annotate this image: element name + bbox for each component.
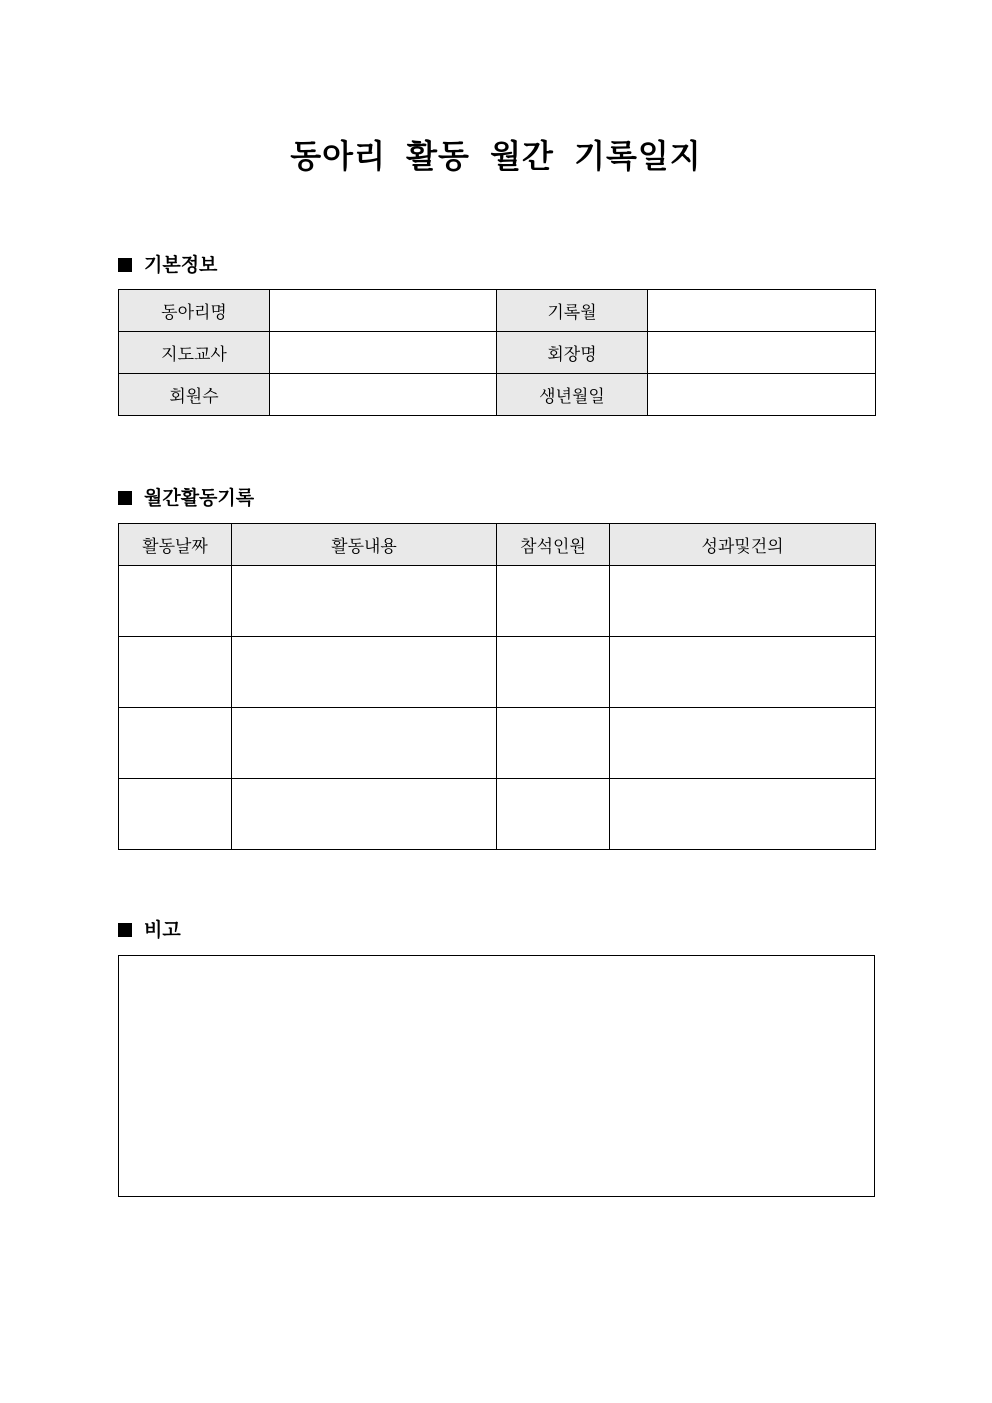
column-header-attendance: 참석인원 xyxy=(497,524,610,566)
table-row xyxy=(119,374,876,416)
basic-info-table xyxy=(118,289,876,416)
activity-content-cell[interactable] xyxy=(232,637,497,708)
column-header-activity-date: 활동날짜 xyxy=(119,524,232,566)
activity-date-cell[interactable] xyxy=(119,637,232,708)
club-name-label: 동아리명 xyxy=(119,290,270,332)
monthly-activity-heading-text: 월간활동기록 xyxy=(144,487,255,509)
attendance-cell[interactable] xyxy=(497,637,610,708)
activity-content-cell[interactable] xyxy=(232,708,497,779)
results-cell[interactable] xyxy=(610,708,876,779)
attendance-cell[interactable] xyxy=(497,779,610,850)
results-cell[interactable] xyxy=(610,566,876,637)
birth-date-field[interactable] xyxy=(648,374,876,416)
record-month-label: 기록월 xyxy=(497,290,648,332)
advisor-field[interactable] xyxy=(270,332,497,374)
advisor-label: 지도교사 xyxy=(119,332,270,374)
table-row xyxy=(119,637,876,708)
table-row xyxy=(119,708,876,779)
activity-content-cell[interactable] xyxy=(232,566,497,637)
remarks-heading-text: 비고 xyxy=(144,919,181,941)
results-cell[interactable] xyxy=(610,637,876,708)
remarks-heading xyxy=(118,917,181,943)
activity-date-cell[interactable] xyxy=(119,779,232,850)
table-row xyxy=(119,779,876,850)
president-name-field[interactable] xyxy=(648,332,876,374)
activity-date-cell[interactable] xyxy=(119,708,232,779)
record-month-field[interactable] xyxy=(648,290,876,332)
monthly-activity-heading xyxy=(118,485,254,511)
monthly-activity-table xyxy=(118,523,876,850)
member-count-field[interactable] xyxy=(270,374,497,416)
basic-info-heading-text: 기본정보 xyxy=(144,254,218,276)
member-count-label: 회원수 xyxy=(119,374,270,416)
column-header-results-suggestions: 성과및건의 xyxy=(610,524,876,566)
attendance-cell[interactable] xyxy=(497,566,610,637)
table-row xyxy=(119,332,876,374)
activity-content-cell[interactable] xyxy=(232,779,497,850)
square-bullet-icon xyxy=(118,923,132,937)
document-title: 동아리 활동 월간 기록일지 xyxy=(290,137,702,175)
square-bullet-icon xyxy=(118,258,132,272)
results-cell[interactable] xyxy=(610,779,876,850)
attendance-cell[interactable] xyxy=(497,708,610,779)
president-name-label: 회장명 xyxy=(497,332,648,374)
column-header-activity-content: 활동내용 xyxy=(232,524,497,566)
remarks-box[interactable] xyxy=(118,955,875,1197)
birth-date-label: 생년월일 xyxy=(497,374,648,416)
club-name-field[interactable] xyxy=(270,290,497,332)
table-row xyxy=(119,566,876,637)
table-header-row xyxy=(119,524,876,566)
basic-info-heading xyxy=(118,252,217,278)
square-bullet-icon xyxy=(118,491,132,505)
table-row xyxy=(119,290,876,332)
activity-date-cell[interactable] xyxy=(119,566,232,637)
